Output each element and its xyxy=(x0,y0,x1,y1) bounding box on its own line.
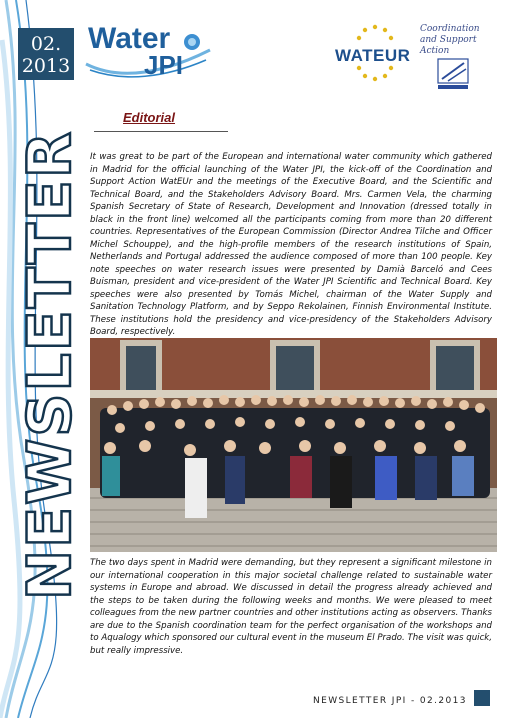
csa-logo-line2: and Support Action xyxy=(420,35,477,56)
editorial-paragraph-2: The two days spent in Madrid were demanding, but they represent a significant milestone in our international cooperation in this major societal challenge related to sustainable water systems in Europe and abroad. We discussed in detail the progress already achieved and the steps to be taken during the following weeks and months. We were pleased to meet colleagues from the new partner countries and other institutions acting as observers. Thanks are due to the Spanish coordination team for the perfect organisation of the workshops and to Aqualogy which sponsored our cultural event in the museum El Prado. The visit was quick, but really impressive. xyxy=(90,558,492,656)
csa-logo-line1: Coordination xyxy=(420,24,480,34)
fp7-emblem-icon xyxy=(434,57,494,91)
issue-year: 2013 xyxy=(21,55,71,77)
issue-badge xyxy=(18,28,74,80)
wateur-logo-text: WATEUR xyxy=(335,46,411,65)
water-jpi-logo-line2: JPI xyxy=(144,50,184,80)
footer-text: NEWSLETTER JPI - 02.2013 xyxy=(313,696,467,706)
group-photo xyxy=(90,338,497,552)
group-photo-illustration xyxy=(90,338,497,552)
heading-underline-rule xyxy=(94,131,228,132)
newsletter-vertical-title: NEWSLETTER xyxy=(15,129,85,601)
editorial-paragraph-1: It was great to be part of the European and international water community which gathered in Madrid for the official launching of the Water JPI, the kick-off of the Coordination and Support Action WatEUr and the meetings of the Executive Board, and the Scientific and Technical Board, and the Stakeholders Advisory Board. Mrs. Carmen Vela, the charming Spanish Secretary of State of Research, Development and Innovation (dressed totally in black in the front line) welcomed all the participants coming from more than 20 different countries. Representatives of the European Commission (Director Andrea Tilche and Officer Michel Schouppe), and the high-profile members of the research institutions of Spain, Netherlands and Portugal addressed the audience composed of more than 100 people. Key note speeches on water research issues were presented by Damià Barceló and Cees Buisman, president and vice-president of the Water JPI Scientific and Technical Board. Key speeches were also presented by Tomás Michel, chairman of the Water Supply and Sanitation Technology Platform, and by Seppo Rekolainen, Finnish Environmental Institute. These institutions hold the presidency and vice-presidency of the Stakeholders Advisory Board, respectively. xyxy=(90,152,492,337)
issue-number: 02. xyxy=(30,33,62,55)
wateur-logo xyxy=(335,22,415,84)
water-jpi-logo xyxy=(84,20,214,80)
water-jpi-logo-line1: Water xyxy=(88,22,171,55)
csa-logo xyxy=(420,24,500,86)
footer-square-marker xyxy=(474,690,490,706)
section-heading-editorial: Editorial xyxy=(123,110,176,125)
